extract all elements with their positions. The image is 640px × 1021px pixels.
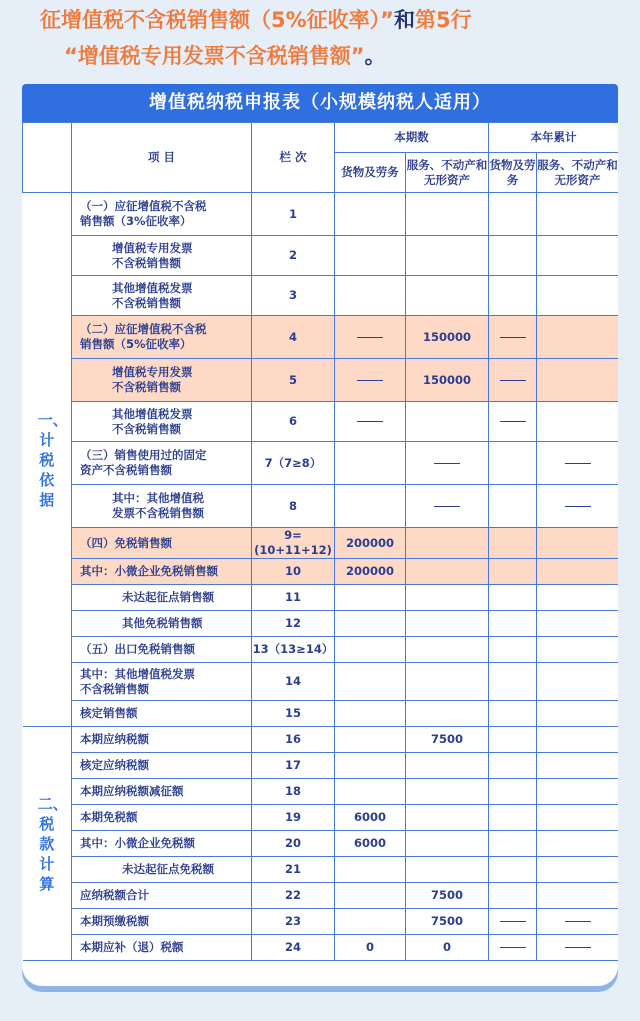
- header-services: 服务、不动产和无形资产: [406, 153, 489, 193]
- header-current: 本期数: [335, 123, 489, 153]
- row-item-cell: 本期应纳税额: [72, 727, 252, 753]
- row-item-cell: 其他免税销售额: [72, 611, 252, 637]
- row-services-cell: [406, 236, 489, 276]
- row-services-ytd-cell: [537, 585, 619, 611]
- dash-mark: [434, 463, 460, 464]
- row-goods-ytd-cell: [489, 857, 537, 883]
- row-services-ytd-cell: [537, 485, 619, 528]
- row-services-cell: [406, 637, 489, 663]
- row-item-cell: 其他增值税发票 不含税销售额: [72, 276, 252, 316]
- row-col-cell: 12: [252, 611, 335, 637]
- row-goods-cell: [335, 909, 406, 935]
- row-item-cell: 核定应纳税额: [72, 753, 252, 779]
- table-row: [23, 857, 619, 883]
- row-services-cell: [406, 831, 489, 857]
- table-row: [23, 559, 619, 585]
- row-services-cell: 150000: [406, 359, 489, 402]
- row-goods-cell: [335, 193, 406, 236]
- row-goods-ytd-cell: [489, 359, 537, 402]
- row-services-ytd-cell: [537, 701, 619, 727]
- section-label-calc: [23, 727, 72, 961]
- dash-mark: [357, 380, 383, 381]
- row-item-cell: （三）销售使用过的固定 资产不含税销售额: [72, 442, 252, 485]
- row-col-cell: 16: [252, 727, 335, 753]
- dash-mark: [500, 337, 526, 338]
- row-item-cell: 本期免税额: [72, 805, 252, 831]
- dash-mark: [500, 947, 526, 948]
- row-goods-cell: [335, 701, 406, 727]
- row-goods-cell: 6000: [335, 805, 406, 831]
- row-item-cell: （一）应征增值税不含税 销售额（3%征收率）: [72, 193, 252, 236]
- table-row: [23, 883, 619, 909]
- intro-line-2: “增值税专用发票不含税销售额”。: [64, 44, 386, 68]
- row-goods-cell: [335, 236, 406, 276]
- row-services-cell: [406, 559, 489, 585]
- table-row: [23, 637, 619, 663]
- row-col-cell: 22: [252, 883, 335, 909]
- row-goods-ytd-cell: [489, 663, 537, 701]
- row-goods-cell: [335, 442, 406, 485]
- row-col-cell: 20: [252, 831, 335, 857]
- row-services-cell: [406, 701, 489, 727]
- row-goods-ytd-cell: [489, 753, 537, 779]
- table-row: [23, 727, 619, 753]
- row-col-cell: 18: [252, 779, 335, 805]
- row-item-cell: 其中：小微企业免税销售额: [72, 559, 252, 585]
- row-goods-cell: [335, 485, 406, 528]
- row-services-cell: 7500: [406, 727, 489, 753]
- dash-mark: [357, 421, 383, 422]
- row-services-cell: [406, 663, 489, 701]
- header-goods-ytd: 货物及劳务: [489, 153, 537, 193]
- row-services-cell: [406, 857, 489, 883]
- header-col: 栏 次: [252, 123, 335, 193]
- row-services-ytd-cell: [537, 193, 619, 236]
- row-item-cell: 未达起征点免税额: [72, 857, 252, 883]
- dash-mark: [500, 921, 526, 922]
- row-item-cell: （四）免税销售额: [72, 528, 252, 559]
- table-row: [23, 585, 619, 611]
- row-col-cell: 21: [252, 857, 335, 883]
- row-goods-cell: [335, 276, 406, 316]
- table-row: [23, 701, 619, 727]
- row-goods-ytd-cell: [489, 236, 537, 276]
- row-services-ytd-cell: [537, 637, 619, 663]
- row-services-ytd-cell: [537, 236, 619, 276]
- row-col-cell: 6: [252, 402, 335, 442]
- row-services-cell: 150000: [406, 316, 489, 359]
- header-row-1: [23, 123, 619, 153]
- row-goods-cell: [335, 857, 406, 883]
- row-item-cell: 增值税专用发票 不含税销售额: [72, 359, 252, 402]
- table-row: [23, 663, 619, 701]
- row-services-cell: [406, 276, 489, 316]
- section-text: 一、计税依据: [37, 410, 68, 509]
- table-row: [23, 193, 619, 236]
- table-row: [23, 528, 619, 559]
- section-label-basis: [23, 193, 72, 727]
- row-services-ytd-cell: [537, 753, 619, 779]
- row-goods-cell: [335, 663, 406, 701]
- row-services-ytd-cell: [537, 805, 619, 831]
- table-row: [23, 753, 619, 779]
- row-goods-ytd-cell: [489, 831, 537, 857]
- table-row: [23, 935, 619, 961]
- table-row: [23, 316, 619, 359]
- row-services-ytd-cell: [537, 883, 619, 909]
- header-ytd: 本年累计: [489, 123, 619, 153]
- row-item-cell: 本期应补（退）税额: [72, 935, 252, 961]
- dash-mark: [357, 337, 383, 338]
- row-col-cell: 1: [252, 193, 335, 236]
- row-goods-cell: [335, 753, 406, 779]
- row-services-ytd-cell: [537, 857, 619, 883]
- row-services-cell: [406, 779, 489, 805]
- row-goods-ytd-cell: [489, 779, 537, 805]
- row-services-ytd-cell: [537, 935, 619, 961]
- row-services-cell: 0: [406, 935, 489, 961]
- row-item-cell: 其他增值税发票 不含税销售额: [72, 402, 252, 442]
- row-goods-ytd-cell: [489, 611, 537, 637]
- row-col-cell: 24: [252, 935, 335, 961]
- row-services-cell: [406, 402, 489, 442]
- row-col-cell: 9=(10+11+12): [252, 528, 335, 559]
- table-row: [23, 402, 619, 442]
- row-services-ytd-cell: [537, 442, 619, 485]
- row-goods-ytd-cell: [489, 805, 537, 831]
- intro-line-1: 征增值税不含税销售额（5%征收率）”和第5行: [40, 8, 472, 32]
- row-services-cell: 7500: [406, 883, 489, 909]
- dash-mark: [434, 506, 460, 507]
- dash-mark: [565, 463, 591, 464]
- table-row: [23, 485, 619, 528]
- row-services-ytd-cell: [537, 402, 619, 442]
- row-services-ytd-cell: [537, 611, 619, 637]
- row-col-cell: 15: [252, 701, 335, 727]
- row-item-cell: 未达起征点销售额: [72, 585, 252, 611]
- header-services-ytd: 服务、不动产和无形资产: [537, 153, 619, 193]
- dash-mark: [500, 380, 526, 381]
- row-col-cell: 7（7≥8）: [252, 442, 335, 485]
- row-item-cell: （二）应征增值税不含税 销售额（5%征收率）: [72, 316, 252, 359]
- row-services-ytd-cell: [537, 359, 619, 402]
- header-item: 项 目: [72, 123, 252, 193]
- dash-mark: [565, 921, 591, 922]
- row-col-cell: 13（13≥14）: [252, 637, 335, 663]
- row-goods-cell: [335, 727, 406, 753]
- row-services-ytd-cell: [537, 316, 619, 359]
- row-col-cell: 4: [252, 316, 335, 359]
- row-goods-cell: [335, 585, 406, 611]
- row-goods-ytd-cell: [489, 442, 537, 485]
- row-services-ytd-cell: [537, 528, 619, 559]
- row-goods-ytd-cell: [489, 701, 537, 727]
- row-item-cell: 本期应纳税额减征额: [72, 779, 252, 805]
- row-services-cell: [406, 193, 489, 236]
- row-goods-ytd-cell: [489, 909, 537, 935]
- intro-text: [0, 0, 640, 78]
- row-goods-ytd-cell: [489, 485, 537, 528]
- row-services-cell: [406, 442, 489, 485]
- row-goods-ytd-cell: [489, 559, 537, 585]
- dash-mark: [565, 506, 591, 507]
- report-title: 增值税纳税申报表（小规模纳税人适用）: [22, 84, 618, 122]
- dash-mark: [500, 421, 526, 422]
- row-services-cell: [406, 485, 489, 528]
- row-services-cell: [406, 585, 489, 611]
- row-goods-cell: 6000: [335, 831, 406, 857]
- row-item-cell: （五）出口免税销售额: [72, 637, 252, 663]
- row-col-cell: 10: [252, 559, 335, 585]
- row-col-cell: 2: [252, 236, 335, 276]
- row-goods-ytd-cell: [489, 637, 537, 663]
- row-col-cell: 23: [252, 909, 335, 935]
- row-col-cell: 19: [252, 805, 335, 831]
- row-goods-cell: [335, 359, 406, 402]
- row-goods-ytd-cell: [489, 316, 537, 359]
- tax-report-table: [22, 122, 618, 961]
- row-goods-cell: [335, 883, 406, 909]
- row-col-cell: 3: [252, 276, 335, 316]
- table-row: [23, 831, 619, 857]
- row-services-ytd-cell: [537, 779, 619, 805]
- row-goods-ytd-cell: [489, 193, 537, 236]
- row-goods-ytd-cell: [489, 402, 537, 442]
- row-services-cell: [406, 611, 489, 637]
- row-goods-ytd-cell: [489, 883, 537, 909]
- table-row: [23, 779, 619, 805]
- row-goods-cell: [335, 779, 406, 805]
- row-services-cell: [406, 753, 489, 779]
- table-row: [23, 805, 619, 831]
- row-goods-cell: [335, 402, 406, 442]
- row-item-cell: 本期预缴税额: [72, 909, 252, 935]
- row-services-ytd-cell: [537, 727, 619, 753]
- row-item-cell: 核定销售额: [72, 701, 252, 727]
- table-row: [23, 359, 619, 402]
- row-goods-cell: 0: [335, 935, 406, 961]
- row-services-ytd-cell: [537, 559, 619, 585]
- row-goods-cell: [335, 316, 406, 359]
- row-services-cell: 7500: [406, 909, 489, 935]
- row-item-cell: 其中：小微企业免税额: [72, 831, 252, 857]
- dash-mark: [565, 947, 591, 948]
- row-col-cell: 11: [252, 585, 335, 611]
- row-goods-cell: [335, 611, 406, 637]
- table-row: [23, 236, 619, 276]
- row-services-ytd-cell: [537, 663, 619, 701]
- row-col-cell: 14: [252, 663, 335, 701]
- table-row: [23, 276, 619, 316]
- header-goods: 货物及劳务: [335, 153, 406, 193]
- row-goods-ytd-cell: [489, 727, 537, 753]
- row-services-cell: [406, 528, 489, 559]
- row-services-cell: [406, 805, 489, 831]
- tax-report-card: [22, 84, 618, 986]
- row-col-cell: 8: [252, 485, 335, 528]
- row-item-cell: 其中：其他增值税发票 不含税销售额: [72, 663, 252, 701]
- row-services-ytd-cell: [537, 831, 619, 857]
- row-col-cell: 5: [252, 359, 335, 402]
- row-goods-ytd-cell: [489, 935, 537, 961]
- row-services-ytd-cell: [537, 909, 619, 935]
- row-services-ytd-cell: [537, 276, 619, 316]
- table-row: [23, 909, 619, 935]
- row-item-cell: 应纳税额合计: [72, 883, 252, 909]
- header-blank: [23, 123, 72, 193]
- row-col-cell: 17: [252, 753, 335, 779]
- row-item-cell: 其中：其他增值税 发票不含税销售额: [72, 485, 252, 528]
- row-goods-ytd-cell: [489, 585, 537, 611]
- row-goods-ytd-cell: [489, 276, 537, 316]
- table-row: [23, 442, 619, 485]
- row-goods-cell: [335, 637, 406, 663]
- row-goods-cell: 200000: [335, 528, 406, 559]
- row-goods-cell: 200000: [335, 559, 406, 585]
- table-row: [23, 611, 619, 637]
- section-text: 二、税款计算: [37, 794, 68, 893]
- row-item-cell: 增值税专用发票 不含税销售额: [72, 236, 252, 276]
- row-goods-ytd-cell: [489, 528, 537, 559]
